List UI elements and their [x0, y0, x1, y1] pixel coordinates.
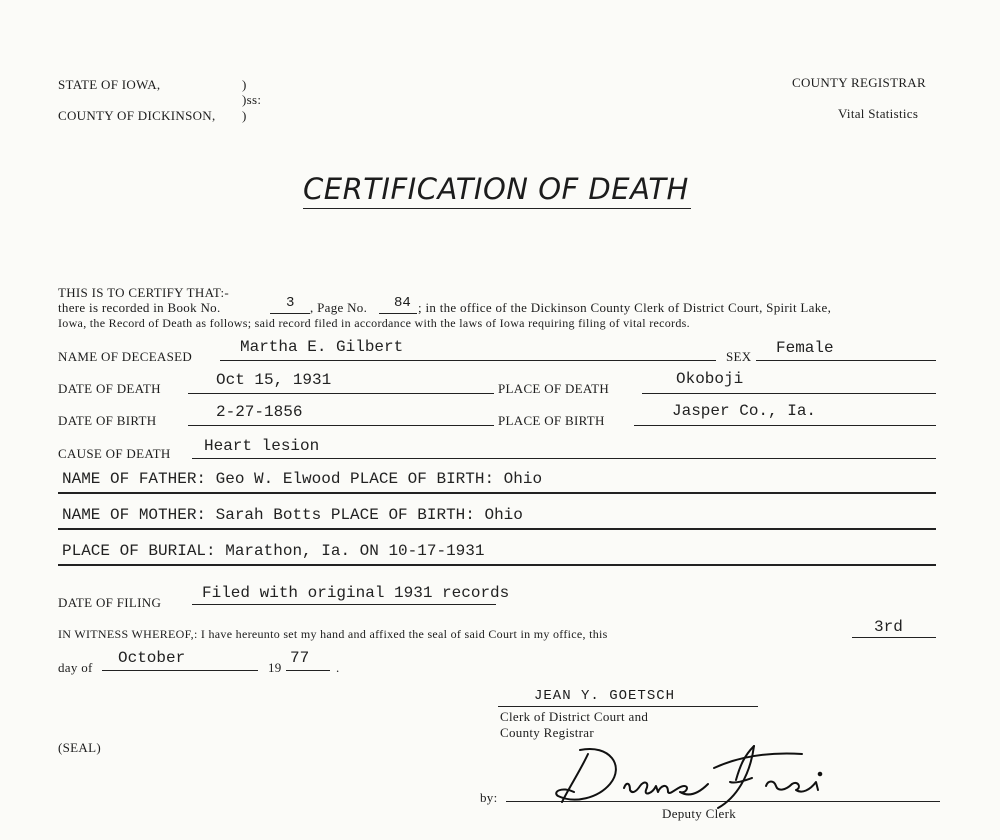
- title-underline: [303, 208, 691, 209]
- handwritten-signature: [540, 736, 840, 816]
- burial-rule: [58, 564, 936, 566]
- sex-value: Female: [776, 339, 834, 357]
- bracket-top: ): [242, 77, 247, 92]
- name-label: NAME OF DECEASED: [58, 349, 193, 364]
- filing-value: Filed with original 1931 records: [202, 584, 510, 602]
- name-value: Martha E. Gilbert: [240, 338, 404, 356]
- sex-line: [756, 360, 936, 361]
- deputy-clerk-label: Deputy Clerk: [662, 806, 737, 821]
- month-line: [102, 670, 258, 671]
- book-number-line: [270, 313, 310, 314]
- cause-label: CAUSE OF DEATH: [58, 446, 171, 461]
- dod-label: DATE OF DEATH: [58, 381, 161, 396]
- dod-value: Oct 15, 1931: [216, 371, 332, 389]
- book-number: 3: [286, 295, 295, 311]
- name-line: [220, 360, 716, 361]
- page-title: CERTIFICATION OF DEATH: [303, 172, 689, 206]
- certify-heading: THIS IS TO CERTIFY THAT:-: [58, 285, 229, 300]
- page-number-line: [379, 313, 417, 314]
- pob-label: PLACE OF BIRTH: [498, 413, 605, 428]
- year-line: [286, 670, 330, 671]
- county-line: COUNTY OF DICKINSON,: [58, 108, 216, 123]
- pod-value: Okoboji: [676, 370, 744, 388]
- cause-value: Heart lesion: [204, 437, 320, 455]
- page-number: 84: [394, 295, 411, 311]
- year-value: 77: [290, 649, 310, 667]
- bracket-bottom: ): [242, 108, 247, 123]
- year-period: .: [336, 660, 340, 675]
- ss-mark: )ss:: [242, 92, 262, 107]
- day-line: [852, 637, 936, 638]
- dod-line: [188, 393, 494, 394]
- mother-rule: [58, 528, 936, 530]
- day-value: 3rd: [874, 618, 903, 636]
- clerk-name: JEAN Y. GOETSCH: [534, 688, 676, 704]
- by-label: by:: [480, 790, 498, 805]
- filing-label: DATE OF FILING: [58, 595, 162, 610]
- mother-row: NAME OF MOTHER: Sarah Botts PLACE OF BIRTH: Ohio: [62, 506, 523, 524]
- day-of-label: day of: [58, 660, 93, 675]
- seal-label: (SEAL): [58, 740, 101, 755]
- clerk-name-line: [498, 706, 758, 707]
- intro-line1-a: there is recorded in Book No.: [58, 300, 221, 315]
- dob-label: DATE OF BIRTH: [58, 413, 157, 428]
- pob-line: [634, 425, 936, 426]
- father-row: NAME OF FATHER: Geo W. Elwood PLACE OF BIRTH: Ohio: [62, 470, 543, 488]
- state-line: STATE OF IOWA,: [58, 77, 161, 92]
- dob-line: [188, 425, 494, 426]
- dob-value: 2-27-1856: [216, 403, 303, 421]
- month-value: October: [118, 649, 186, 667]
- intro-line2: Iowa, the Record of Death as follows; said record filed in accordance with the laws of Iowa requiring filing of vital records.: [58, 316, 690, 330]
- intro-line1-b: , Page No.: [310, 300, 368, 315]
- burial-row: PLACE OF BURIAL: Marathon, Ia. ON 10-17-1931: [62, 542, 485, 560]
- pod-line: [642, 393, 936, 394]
- vital-statistics: Vital Statistics: [838, 106, 919, 121]
- pod-label: PLACE OF DEATH: [498, 381, 610, 396]
- cause-line: [192, 458, 936, 459]
- pob-value: Jasper Co., Ia.: [672, 402, 817, 420]
- county-registrar: COUNTY REGISTRAR: [792, 75, 926, 90]
- clerk-title-2: County Registrar: [500, 725, 594, 740]
- witness-text: IN WITNESS WHEREOF,: I have hereunto set my hand and affixed the seal of said Court in my office, this: [58, 627, 608, 641]
- father-rule: [58, 492, 936, 494]
- intro-line1-c: ; in the office of the Dickinson County Clerk of District Court, Spirit Lake,: [418, 300, 832, 315]
- sex-label: SEX: [726, 349, 752, 364]
- filing-line: [192, 604, 496, 605]
- century-label: 19: [268, 660, 282, 675]
- clerk-title-1: Clerk of District Court and: [500, 709, 649, 724]
